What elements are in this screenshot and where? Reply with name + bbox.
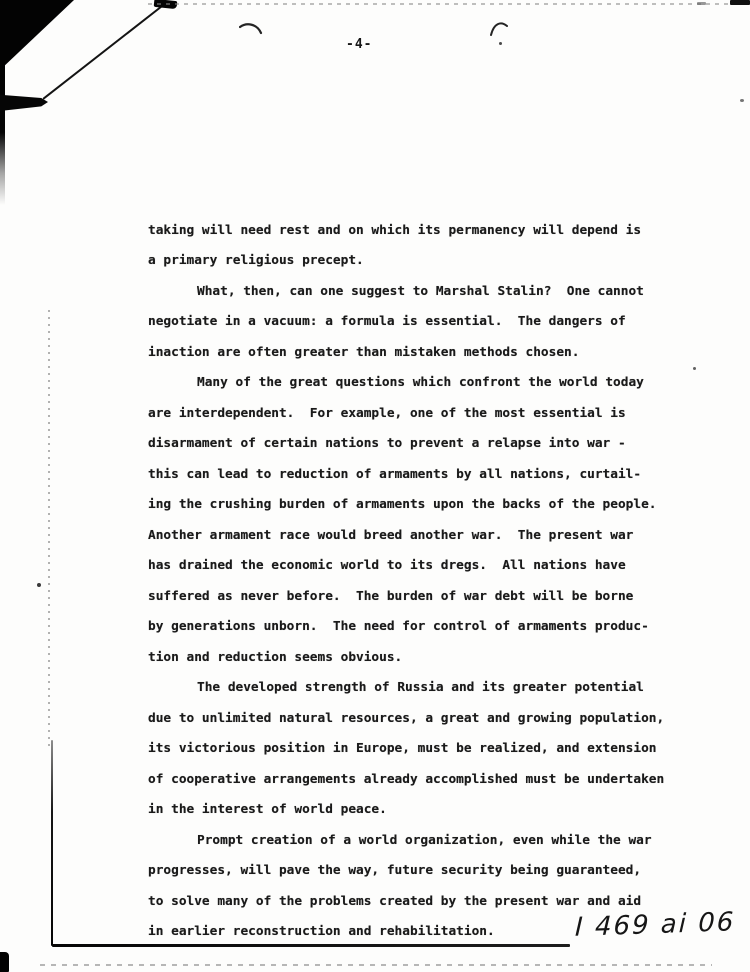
text-line: inaction are often greater than mistaken methods chosen. — [148, 344, 580, 360]
text-line: are interdependent. For example, one of the most essential is — [148, 405, 626, 421]
bottom-left-smudge — [0, 952, 9, 972]
text-line: negotiate in a vacuum: a formula is essential. The dangers of — [148, 314, 626, 329]
text-line: has drained the economic world to its dregs. All nations have — [148, 558, 626, 573]
scan-speck — [37, 583, 41, 587]
text-line: in earlier reconstruction and rehabilitation. — [148, 924, 495, 939]
bottom-edge-dotted-line — [40, 964, 712, 966]
scan-speck — [740, 99, 744, 102]
corner-crease-line — [43, 4, 165, 99]
text-line: to solve many of the problems created by the present war and aid — [148, 893, 642, 909]
text-line: this can lead to reduction of armaments by all nations, curtail- — [148, 466, 642, 482]
text-line: ing the crushing burden of armaments upon the backs of the people. — [148, 497, 657, 512]
top-right-edge-mark — [730, 0, 750, 5]
text-line: Prompt creation of a world organization, even while the war — [197, 832, 652, 848]
text-line: taking will need rest and on which its permanency will depend is — [148, 222, 642, 238]
page-number: -4- — [346, 37, 373, 52]
left-edge-smudge — [0, 60, 5, 205]
text-line: What, then, can one suggest to Marshal Stalin? One cannot — [197, 283, 644, 299]
text-line: of cooperative arrangements already accomplished must be undertaken — [148, 771, 665, 787]
text-line: progresses, will pave the way, future security being guaranteed, — [148, 863, 642, 878]
document-body — [148, 124, 708, 948]
text-line: The developed strength of Russia and its greater potential — [197, 680, 644, 695]
text-line: in the interest of world peace. — [148, 802, 387, 817]
paper-edge-vertical-dotted-line — [48, 310, 50, 750]
text-line: a primary religious precept. — [148, 253, 364, 268]
text-line: suffered as never before. The burden of war debt will be borne — [148, 588, 634, 604]
left-edge-wedge-mark — [0, 93, 48, 111]
pen-curve-mark — [239, 22, 263, 41]
top-right-faint-mark — [697, 2, 706, 5]
text-line: Many of the great questions which confront the world today — [197, 375, 644, 390]
top-edge-dotted-line — [148, 3, 748, 5]
pen-curve-mark — [489, 21, 509, 43]
text-line: by generations unborn. The need for control of armaments produc- — [148, 619, 649, 634]
handwritten-archive-code: I 469 ai 06 — [574, 907, 736, 943]
text-line: Another armament race would breed another war. The present war — [148, 527, 634, 543]
text-line: its victorious position in Europe, must be realized, and extension — [148, 741, 657, 756]
pen-dot-mark — [499, 42, 502, 45]
paper-edge-vertical-line — [51, 740, 53, 946]
text-line: due to unlimited natural resources, a great and growing population, — [148, 710, 665, 726]
text-line: disarmament of certain nations to prevent a relapse into war - — [148, 436, 626, 451]
text-line: tion and reduction seems obvious. — [148, 649, 403, 665]
corner-fold-mark — [0, 0, 74, 70]
